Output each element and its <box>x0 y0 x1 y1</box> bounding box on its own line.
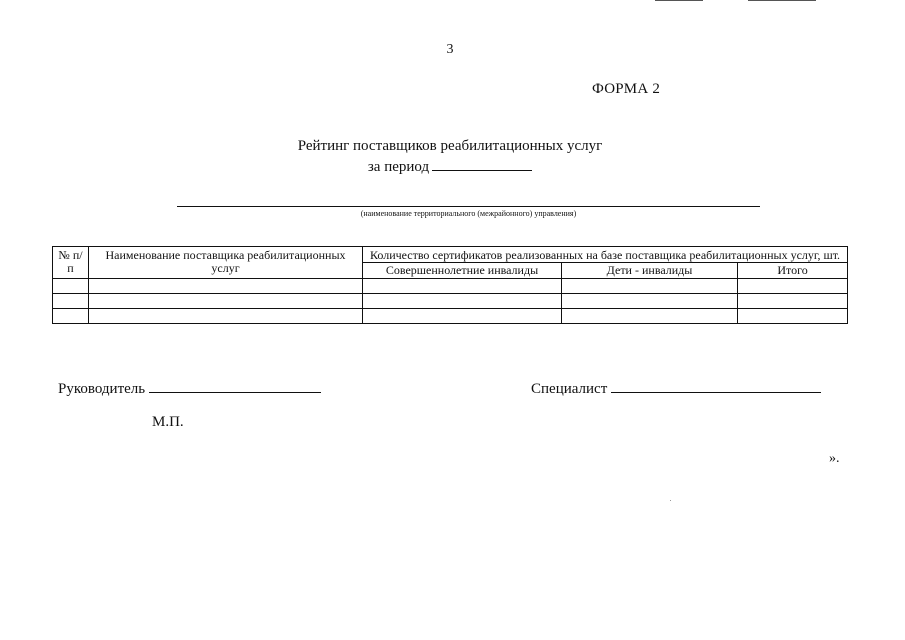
table-cell[interactable] <box>89 294 363 309</box>
table-cell[interactable] <box>89 309 363 324</box>
head-signature-blank[interactable] <box>149 378 321 393</box>
table-cell[interactable] <box>53 309 89 324</box>
table-row <box>53 309 848 324</box>
header-disabled-children: Дети - инвалиды <box>562 263 738 279</box>
header-number: № п/п <box>53 247 89 279</box>
department-caption: (наименование территориального (межрайонного) управления) <box>360 209 577 218</box>
document-title: Рейтинг поставщиков реабилитационных услуг <box>297 138 603 154</box>
table-cell[interactable] <box>738 279 848 294</box>
header-total: Итого <box>738 263 848 279</box>
period-label: за период <box>367 159 430 175</box>
table-cell[interactable] <box>562 279 738 294</box>
form-label: ФОРМА 2 <box>592 81 661 97</box>
table-row <box>53 279 848 294</box>
table-cell[interactable] <box>363 294 562 309</box>
specialist-signature-blank[interactable] <box>611 378 821 393</box>
table-cell[interactable] <box>738 294 848 309</box>
specialist-signature-label: Специалист <box>531 381 608 397</box>
table-cell[interactable] <box>562 309 738 324</box>
scan-speck <box>670 500 671 501</box>
table-header-row <box>53 247 848 263</box>
rating-table <box>52 246 848 324</box>
table-cell[interactable] <box>53 294 89 309</box>
table-cell[interactable] <box>53 279 89 294</box>
page-number: 3 <box>446 42 454 57</box>
table-cell[interactable] <box>363 279 562 294</box>
table-cell[interactable] <box>738 309 848 324</box>
table-row <box>53 294 848 309</box>
scan-top-rule-left <box>655 0 703 1</box>
period-line <box>250 156 650 176</box>
department-name-line[interactable] <box>177 206 760 207</box>
header-provider-name: Наименование поставщика реабилитационных услуг <box>89 247 363 279</box>
table-cell[interactable] <box>363 309 562 324</box>
closing-quote: ». <box>829 451 840 466</box>
header-certificate-count: Количество сертификатов реализованных на базе поставщика реабилитационных услуг, шт. <box>363 247 848 263</box>
head-signature-label: Руководитель <box>58 381 146 397</box>
table-cell[interactable] <box>562 294 738 309</box>
head-signature <box>58 378 321 398</box>
stamp-label: М.П. <box>152 414 184 430</box>
header-adult-disabled: Совершеннолетние инвалиды <box>363 263 562 279</box>
specialist-signature <box>531 378 821 398</box>
table-cell[interactable] <box>89 279 363 294</box>
period-blank-field[interactable] <box>432 156 532 171</box>
scan-top-rule-right <box>748 0 816 1</box>
